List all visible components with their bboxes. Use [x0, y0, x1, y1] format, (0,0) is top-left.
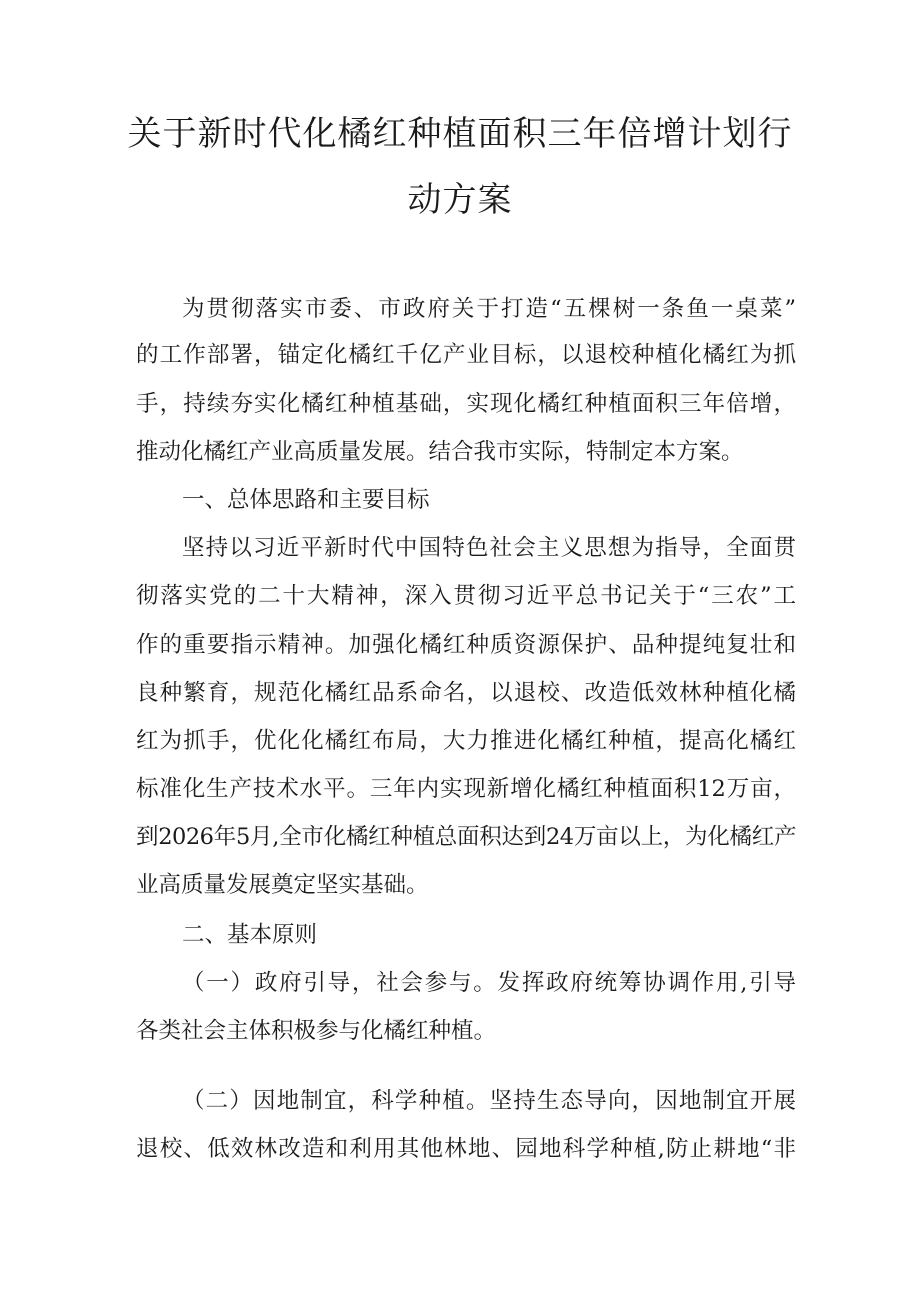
paragraph-line: （二）因地制宜，科学种植。坚持生态导向，因地制宜开展	[182, 1088, 796, 1114]
paragraph-line: 的工作部署，锚定化橘红千亿产业目标，以退校种植化橘红为抓	[136, 342, 796, 368]
paragraph-line: 到2026年5月,全市化橘红种植总面积达到24万亩以上，为化橘红产	[136, 824, 796, 850]
paragraph-line: 良种繁育，规范化橘红品系命名，以退校、改造低效林种植化橘	[136, 680, 796, 706]
paragraph-line: （一）政府引导，社会参与。发挥政府统筹协调作用,引导	[182, 970, 796, 996]
paragraph-line: 手，持续夯实化橘红种植基础，实现化橘红种植面积三年倍增，	[136, 391, 796, 417]
paragraph-line: 作的重要指示精神。加强化橘红种质资源保护、品种提纯复壮和	[136, 632, 796, 658]
section-heading: 一、总体思路和主要目标	[182, 487, 430, 513]
paragraph-line: 业高质量发展奠定坚实基础。	[136, 872, 429, 898]
paragraph-line: 为贯彻落实市委、市政府关于打造“五棵树一条鱼一桌菜”	[182, 296, 796, 322]
document-title-line-1: 关于新时代化橘红种植面积三年倍增计划行	[127, 114, 793, 154]
paragraph-line: 红为抓手，优化化橘红布局，大力推进化橘红种植，提高化橘红	[136, 728, 796, 754]
document-title-line-2: 动方案	[407, 180, 513, 220]
paragraph-line: 彻落实党的二十大精神，深入贯彻习近平总书记关于“三农”工	[136, 583, 796, 609]
paragraph-line: 标准化生产技术水平。三年内实现新增化橘红种植面积12万亩，	[136, 776, 796, 802]
paragraph-line: 坚持以习近平新时代中国特色社会主义思想为指导，全面贯	[182, 535, 796, 561]
section-heading: 二、基本原则	[182, 922, 318, 948]
paragraph-line: 推动化橘红产业高质量发展。结合我市实际，特制定本方案。	[136, 439, 744, 465]
paragraph-line: 各类社会主体积极参与化橘红种植。	[136, 1018, 497, 1044]
paragraph-line: 退校、低效林改造和利用其他林地、园地科学种植,防止耕地“非	[136, 1136, 796, 1162]
